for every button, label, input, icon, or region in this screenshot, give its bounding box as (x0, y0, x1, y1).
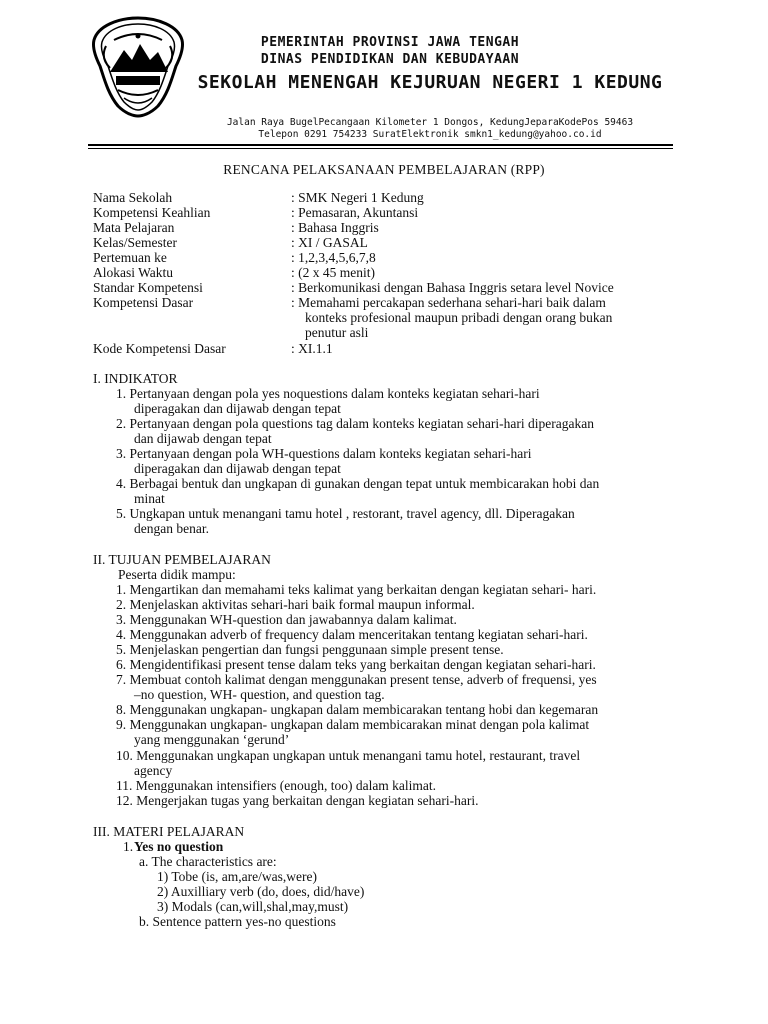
materi-item-title: Yes no question (134, 839, 224, 854)
section-intro: Peserta didik mampu: (118, 567, 236, 582)
list-item: 4. Berbagai bentuk dan ungkapan di gunakan dengan tepat untuk membicarakan hobi dan (116, 476, 600, 491)
section-heading-materi: III. MATERI PELAJARAN (93, 824, 245, 839)
sub-item: b. Sentence pattern yes-no questions (139, 914, 336, 929)
sub-sub-item: 2) Auxilliary verb (do, does, did/have) (157, 884, 365, 899)
section-heading-indikator: I. INDIKATOR (93, 371, 178, 386)
letterhead-government: PEMERINTAH PROVINSI JAWA TENGAH (260, 35, 520, 50)
sub-sub-item: 3) Modals (can,will,shal,may,must) (157, 899, 349, 914)
list-item: 6. Mengidentifikasi present tense dalam teks yang berkaitan dengan kegiatan sehari-hari. (116, 657, 596, 672)
info-value-continued: konteks profesional maupun pribadi dengan orang bukan (305, 310, 613, 325)
list-item: 4. Menggunakan adverb of frequency dalam menceritakan tentang kegiatan sehari-hari. (116, 627, 588, 642)
info-value: : Memahami percakapan sederhana sehari-hari baik dalam (291, 295, 606, 310)
list-item: 3. Pertanyaan dengan pola WH-questions dalam konteks kegiatan sehari-hari (116, 446, 532, 461)
list-item: 10. Menggunakan ungkapan ungkapan untuk menangani tamu hotel, restaurant, travel (116, 748, 581, 763)
info-value: : (2 x 45 menit) (291, 265, 375, 280)
list-item: 8. Menggunakan ungkapan- ungkapan dalam membicarakan tentang hobi dan kegemaran (116, 702, 599, 717)
info-value: : Bahasa Inggris (291, 220, 379, 235)
sub-item: a. The characteristics are: (139, 854, 277, 869)
info-label: Kode Kompetensi Dasar (93, 341, 226, 356)
list-item-continued: yang menggunakan ‘gerund’ (134, 732, 290, 747)
info-label: Kompetensi Keahlian (93, 205, 211, 220)
list-item-continued: minat (134, 491, 165, 506)
info-value: : Berkomunikasi dengan Bahasa Inggris setara level Novice (291, 280, 614, 295)
info-label: Mata Pelajaran (93, 220, 175, 235)
list-item: 1. Mengartikan dan memahami teks kalimat yang berkaitan dengan kegiatan sehari- hari. (116, 582, 597, 597)
list-item-continued: agency (134, 763, 173, 778)
list-item: 9. Menggunakan ungkapan- ungkapan dalam membicarakan minat dengan pola kalimat (116, 717, 590, 732)
info-label: Kompetensi Dasar (93, 295, 194, 310)
list-item: 1. Pertanyaan dengan pola yes noquestions dalam konteks kegiatan sehari-hari (116, 386, 540, 401)
info-value: : Pemasaran, Akuntansi (291, 205, 419, 220)
letterhead-divider-thick (88, 144, 673, 146)
info-value: : XI / GASAL (291, 235, 368, 250)
document-title: RENCANA PELAKSANAAN PEMBELAJARAN (RPP) (223, 162, 545, 177)
info-value-continued: penutur asli (305, 325, 369, 340)
list-item: 2. Pertanyaan dengan pola questions tag dalam konteks kegiatan sehari-hari diperagakan (116, 416, 594, 431)
list-item-continued: dan dijawab dengan tepat (134, 431, 272, 446)
list-item: 2. Menjelaskan aktivitas sehari-hari baik formal maupun informal. (116, 597, 475, 612)
list-item: 11. Menggunakan intensifiers (enough, too) dalam kalimat. (116, 778, 437, 793)
letterhead-address: Jalan Raya BugelPecangaan Kilometer 1 Dongos, KedungJeparaKodePos 59463 (226, 117, 634, 128)
provincial-emblem-logo (88, 14, 188, 118)
list-item-continued: diperagakan dan dijawab dengan tepat (134, 461, 341, 476)
list-item-continued: –no question, WH- question, and question tag. (134, 687, 385, 702)
list-item-continued: dengan benar. (134, 521, 209, 536)
info-value: : 1,2,3,4,5,6,7,8 (291, 250, 376, 265)
info-label: Standar Kompetensi (93, 280, 203, 295)
list-item: 7. Membuat contoh kalimat dengan menggunakan present tense, adverb of frequensi, yes (116, 672, 597, 687)
info-value: : SMK Negeri 1 Kedung (291, 190, 424, 205)
list-item: 5. Menjelaskan pengertian dan fungsi penggunaan simple present tense. (116, 642, 504, 657)
info-label: Alokasi Waktu (93, 265, 174, 280)
list-item: 3. Menggunakan WH-question dan jawabannya dalam kalimat. (116, 612, 457, 627)
list-item-continued: diperagakan dan dijawab dengan tepat (134, 401, 341, 416)
list-item: 5. Ungkapan untuk menangani tamu hotel , restorant, travel agency, dll. Diperagakan (116, 506, 575, 521)
letterhead-divider-thin (88, 148, 673, 149)
info-label: Pertemuan ke (93, 250, 167, 265)
info-label: Nama Sekolah (93, 190, 173, 205)
info-label: Kelas/Semester (93, 235, 177, 250)
letterhead-contact: Telepon 0291 754233 SuratElektronik smkn1_kedung@yahoo.co.id (258, 129, 602, 140)
materi-item-number: 1. (123, 839, 134, 854)
list-item: 12. Mengerjakan tugas yang berkaitan dengan kegiatan sehari-hari. (116, 793, 479, 808)
letterhead-school-name: SEKOLAH MENENGAH KEJURUAN NEGERI 1 KEDUNG (197, 72, 663, 93)
section-heading-tujuan: II. TUJUAN PEMBELAJARAN (93, 552, 271, 567)
sub-sub-item: 1) Tobe (is, am,are/was,were) (157, 869, 317, 884)
letterhead-department: DINAS PENDIDIKAN DAN KEBUDAYAAN (260, 52, 520, 67)
info-value: : XI.1.1 (291, 341, 333, 356)
